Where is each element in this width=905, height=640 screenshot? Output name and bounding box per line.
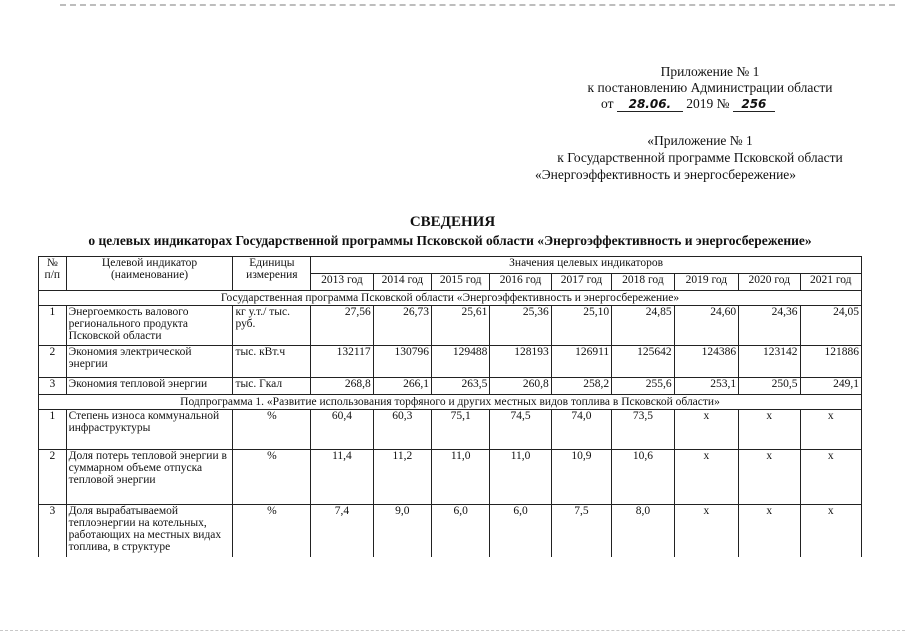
row-value: 11,2	[373, 450, 431, 505]
row-value: x	[739, 410, 800, 450]
program-annex-program: к Государственной программе Псковской области	[557, 150, 843, 165]
section-title: Подпрограмма 1. «Развитие использования торфяного и других местных видов топлива в Псковской области»	[39, 395, 862, 410]
row-unit: кг у.т./ тыс. руб.	[233, 306, 311, 346]
row-value: 266,1	[373, 378, 431, 395]
row-value: 7,4	[311, 505, 373, 557]
row-value: x	[739, 450, 800, 505]
row-value: 129488	[432, 346, 490, 378]
row-value: x	[674, 505, 738, 557]
row-value: 123142	[739, 346, 800, 378]
row-num: 1	[39, 306, 67, 346]
row-unit: %	[233, 410, 311, 450]
section-title: Государственная программа Псковской области «Энергоэффективность и энергосбережение»	[39, 291, 862, 306]
header-year: 2016 год	[490, 274, 551, 291]
header-year: 2013 год	[311, 274, 373, 291]
row-value: x	[674, 410, 738, 450]
row-num: 2	[39, 346, 67, 378]
row-value: 60,3	[373, 410, 431, 450]
row-value: 258,2	[551, 378, 611, 395]
row-num: 2	[39, 450, 67, 505]
row-value: 125642	[612, 346, 674, 378]
handwritten-number: 256	[733, 98, 775, 112]
document-title: СВЕДЕНИЯ	[409, 214, 496, 230]
document-subtitle: о целевых индикаторах Государственной программы Псковской области «Энергоэффективность и энергосбережение»	[88, 233, 812, 248]
row-value: 6,0	[490, 505, 551, 557]
row-value: 253,1	[674, 378, 738, 395]
header-year: 2021 год	[800, 274, 862, 291]
row-value: 75,1	[432, 410, 490, 450]
row-value: x	[800, 410, 862, 450]
table-row	[39, 378, 862, 395]
row-num: 3	[39, 505, 67, 557]
header-year: 2017 год	[551, 274, 611, 291]
header-year: 2014 год	[373, 274, 431, 291]
row-value: 24,36	[739, 306, 800, 346]
program-annex-header	[530, 132, 870, 183]
indicators-table	[38, 256, 862, 557]
row-name: Энергоемкость валового регионального продукта Псковской области	[66, 306, 233, 346]
row-value: 121886	[800, 346, 862, 378]
row-value: 25,36	[490, 306, 551, 346]
scan-edge-top	[60, 4, 895, 6]
row-value: 126911	[551, 346, 611, 378]
row-value: 73,5	[612, 410, 674, 450]
row-value: 132117	[311, 346, 373, 378]
row-value: 268,8	[311, 378, 373, 395]
table-row	[39, 306, 862, 346]
row-value: 6,0	[432, 505, 490, 557]
row-unit: %	[233, 450, 311, 505]
row-value: x	[739, 505, 800, 557]
row-value: 10,6	[612, 450, 674, 505]
row-name: Степень износа коммунальной инфраструктуры	[66, 410, 233, 450]
row-num: 3	[39, 378, 67, 395]
row-value: 249,1	[800, 378, 862, 395]
annex-header	[560, 64, 860, 96]
row-value: 124386	[674, 346, 738, 378]
scan-edge-bottom	[0, 630, 905, 631]
header-indicator: Целевой индикатор (наименование)	[66, 257, 233, 291]
program-annex-name: «Энергоэффективность и энергосбережение»	[535, 167, 797, 182]
row-value: 130796	[373, 346, 431, 378]
row-value: 25,61	[432, 306, 490, 346]
row-value: 11,4	[311, 450, 373, 505]
table-row	[39, 410, 862, 450]
row-value: 74,0	[551, 410, 611, 450]
row-value: 8,0	[612, 505, 674, 557]
row-unit: тыс. Гкал	[233, 378, 311, 395]
row-value: 24,05	[800, 306, 862, 346]
row-value: 128193	[490, 346, 551, 378]
table-row	[39, 450, 862, 505]
date-year: 2019 №	[686, 96, 730, 111]
date-prefix: от	[601, 96, 614, 111]
table-row	[39, 346, 862, 378]
row-value: 25,10	[551, 306, 611, 346]
annex-title: Приложение № 1	[660, 64, 760, 79]
row-name: Доля вырабатываемой теплоэнергии на котельных, работающих на местных видах топлива, в структуре	[66, 505, 233, 557]
row-value: 10,9	[551, 450, 611, 505]
program-annex-title: «Приложение № 1	[647, 133, 753, 148]
row-value: 24,85	[612, 306, 674, 346]
row-value: 24,60	[674, 306, 738, 346]
header-num: № п/п	[39, 257, 67, 291]
row-value: 74,5	[490, 410, 551, 450]
row-value: 263,5	[432, 378, 490, 395]
resolution-date-line	[601, 96, 775, 112]
row-name: Экономия тепловой энергии	[66, 378, 233, 395]
handwritten-date: 28.06.	[617, 98, 683, 112]
header-year: 2015 год	[432, 274, 490, 291]
header-year: 2019 год	[674, 274, 738, 291]
row-value: 9,0	[373, 505, 431, 557]
row-value: 11,0	[490, 450, 551, 505]
row-value: 26,73	[373, 306, 431, 346]
row-value: 11,0	[432, 450, 490, 505]
header-year: 2020 год	[739, 274, 800, 291]
header-year: 2018 год	[612, 274, 674, 291]
row-num: 1	[39, 410, 67, 450]
row-value: x	[800, 505, 862, 557]
header-unit: Единицы измерения	[233, 257, 311, 291]
table-row	[39, 505, 862, 557]
row-value: 255,6	[612, 378, 674, 395]
row-name: Экономия электрической энергии	[66, 346, 233, 378]
header-values-group: Значения целевых индикаторов	[311, 257, 862, 274]
row-name: Доля потерь тепловой энергии в суммарном объеме отпуска тепловой энергии	[66, 450, 233, 505]
row-value: x	[800, 450, 862, 505]
row-value: 27,56	[311, 306, 373, 346]
row-value: 260,8	[490, 378, 551, 395]
row-value: x	[674, 450, 738, 505]
annex-resolution: к постановлению Администрации области	[587, 80, 833, 95]
row-value: 60,4	[311, 410, 373, 450]
row-unit: %	[233, 505, 311, 557]
row-value: 7,5	[551, 505, 611, 557]
row-unit: тыс. кВт.ч	[233, 346, 311, 378]
row-value: 250,5	[739, 378, 800, 395]
